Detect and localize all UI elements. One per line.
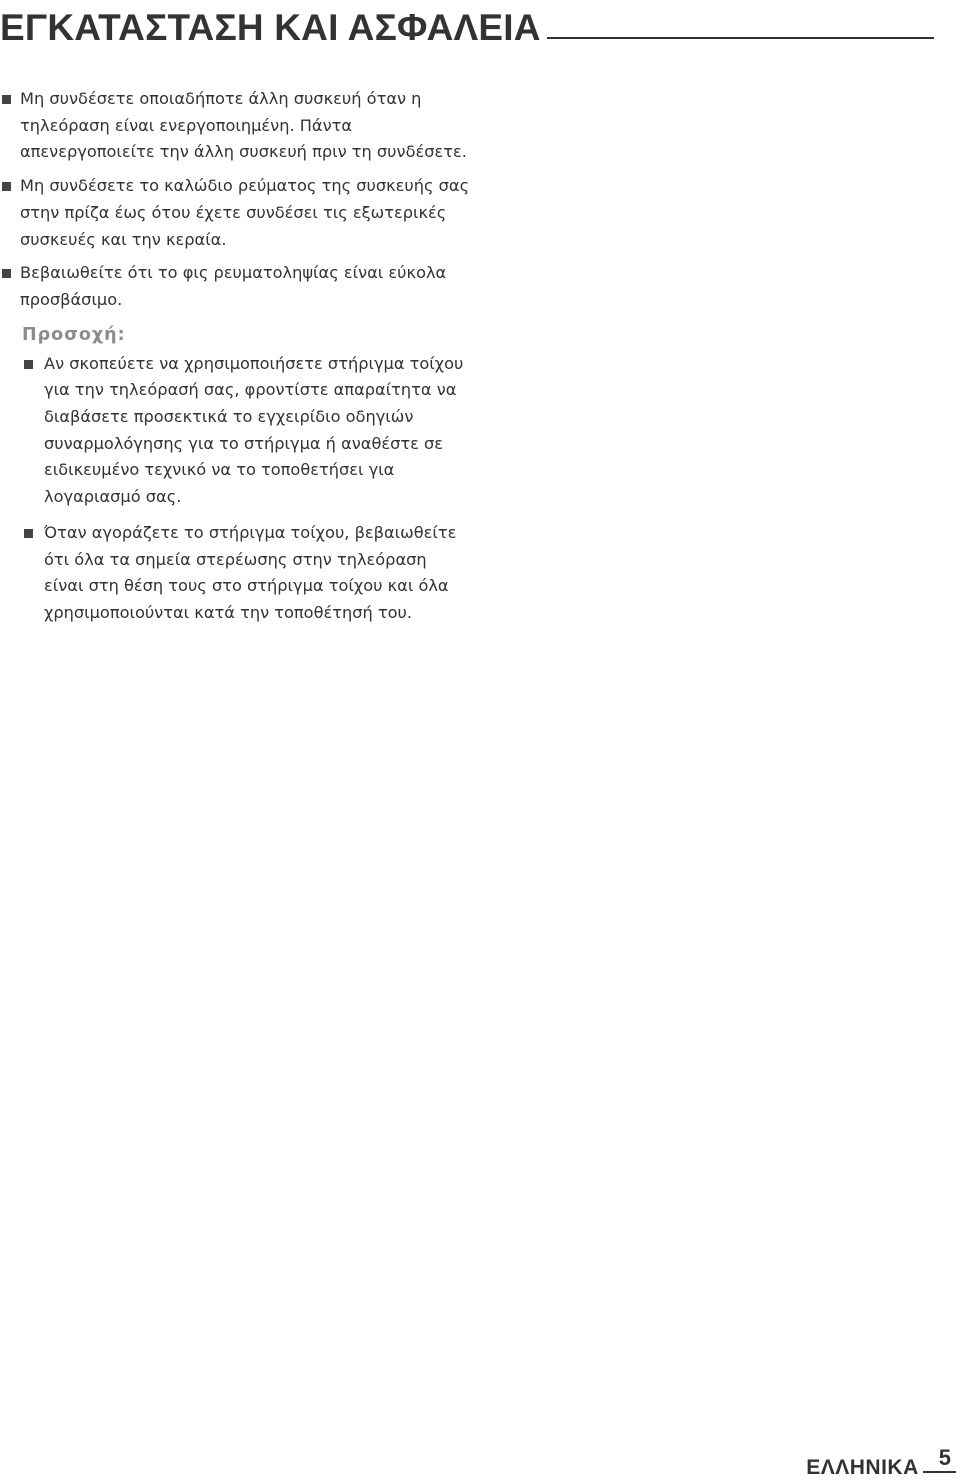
page-number: 5	[923, 1447, 956, 1473]
caution-bullet-list	[22, 351, 470, 627]
bullet-item: Βεβαιωθείτε ότι το φις ρευματοληψίας είναι εύκολα προσβάσιμο.	[0, 260, 470, 313]
page-title: ΕΓΚΑΤΑΣΤΑΣΗ ΚΑΙ ΑΣΦΑΛΕΙΑ	[0, 7, 541, 48]
page-footer	[806, 1445, 956, 1479]
main-content	[0, 86, 470, 636]
caution-item: Όταν αγοράζετε το στήριγμα τοίχου, βεβαιωθείτε ότι όλα τα σημεία στερέωσης στην τηλεόραση είναι στη θέση τους στο στήριγμα τοίχου και όλα χρησιμοποιούνται κατά την τοποθέτησή του.	[22, 520, 470, 627]
caution-section	[22, 322, 470, 627]
safety-bullet-list	[0, 86, 470, 314]
title-rule	[547, 37, 934, 39]
page-header	[0, 0, 934, 48]
caution-heading: Προσοχή:	[22, 324, 126, 345]
footer-language: ΕΛΛΗΝΙΚΑ	[806, 1456, 919, 1479]
caution-item: Αν σκοπεύετε να χρησιμοποιήσετε στήριγμα τοίχου για την τηλεόρασή σας, φροντίστε απαραίτητα να διαβάσετε προσεκτικά το εγχειρίδιο οδηγιών συναρμολόγησης για το στήριγμα ή αναθέστε σε ειδικευμένο τεχνικό να το τοποθετήσει για λογαριασμό σας.	[22, 351, 470, 511]
bullet-item: Μη συνδέσετε το καλώδιο ρεύματος της συσκευής σας στην πρίζα έως ότου έχετε συνδέσει τις εξωτερικές συσκευές και την κεραία.	[0, 173, 470, 253]
bullet-item: Μη συνδέσετε οποιαδήποτε άλλη συσκευή όταν η τηλεόραση είναι ενεργοποιημένη. Πάντα απενεργοποιείτε την άλλη συσκευή πριν τη συνδέσετε.	[0, 86, 470, 166]
